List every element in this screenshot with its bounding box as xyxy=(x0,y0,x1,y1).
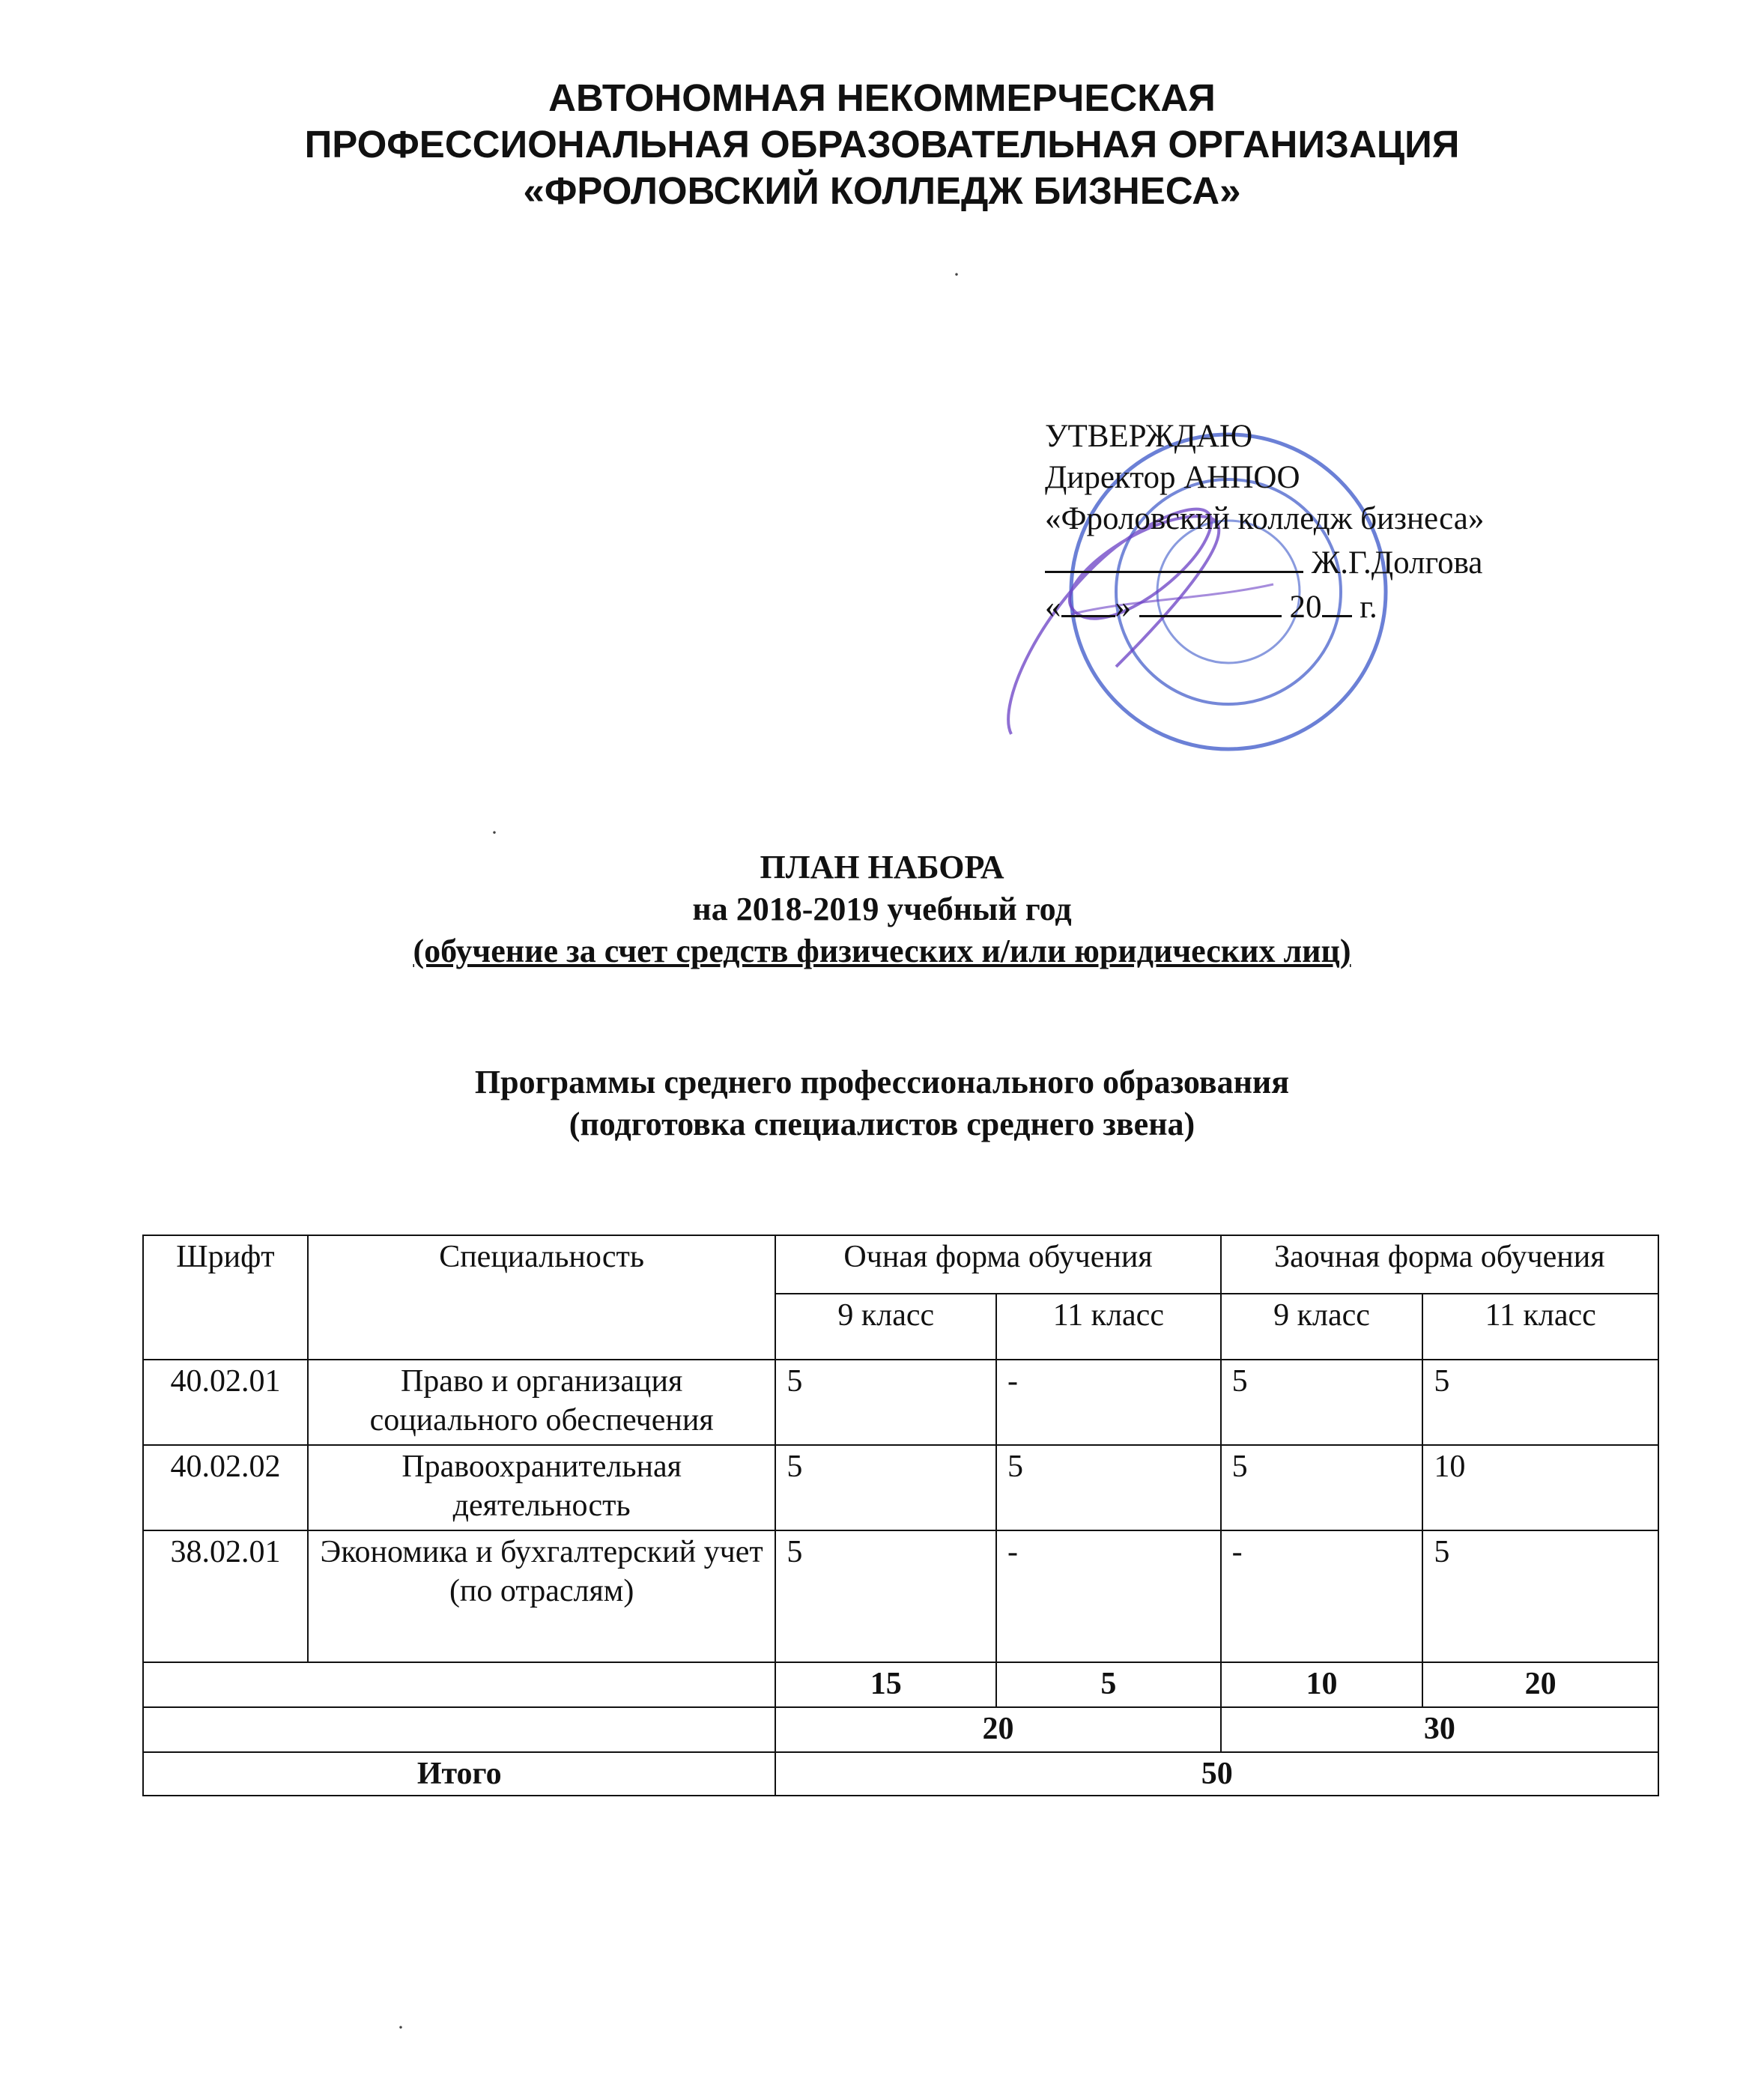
table-header-row xyxy=(143,1235,1658,1294)
header-line-2: ПРОФЕССИОНАЛЬНАЯ ОБРАЗОВАТЕЛЬНАЯ ОРГАНИЗАЦИЯ xyxy=(304,123,1460,166)
date-month-blank xyxy=(1139,584,1282,617)
cell-parttime-11: 5 xyxy=(1422,1530,1658,1662)
subtitle-line-2: (подготовка специалистов среднего звена) xyxy=(569,1106,1195,1142)
cell-fulltime-9: 5 xyxy=(775,1360,996,1445)
scan-speck: · xyxy=(491,820,498,845)
header-line-1: АВТОНОМНАЯ НЕКОММЕРЧЕСКАЯ xyxy=(548,76,1216,119)
cell-specialty: Правоохранительная деятельность xyxy=(308,1445,776,1530)
cell-specialty: Экономика и бухгалтерский учет (по отраслям) xyxy=(308,1530,776,1662)
table-row xyxy=(143,1530,1658,1662)
cell-parttime-9: 5 xyxy=(1221,1445,1423,1530)
date-quote-close: » xyxy=(1115,590,1131,625)
approve-label: УТВЕРЖДАЮ xyxy=(1045,419,1253,454)
cell-fulltime-9: 5 xyxy=(775,1445,996,1530)
subtotal-parttime-9: 10 xyxy=(1221,1662,1423,1707)
program-subtitle xyxy=(0,1061,1764,1145)
table-row xyxy=(143,1445,1658,1530)
header-fulltime: Очная форма обучения xyxy=(775,1235,1220,1294)
header-fulltime-11: 11 класс xyxy=(996,1294,1221,1360)
grand-total-label: Итого xyxy=(143,1752,775,1796)
signature-blank xyxy=(1045,539,1303,573)
cell-code: 38.02.01 xyxy=(143,1530,308,1662)
scan-speck: · xyxy=(953,262,960,287)
plan-title-line-2: на 2018-2019 учебный год xyxy=(692,891,1072,927)
plan-title xyxy=(0,846,1764,972)
cell-fulltime-11: 5 xyxy=(996,1445,1221,1530)
cell-parttime-9: - xyxy=(1221,1530,1423,1662)
subtitle-line-1: Программы среднего профессионального образования xyxy=(474,1064,1290,1100)
grand-total-value: 50 xyxy=(775,1752,1658,1796)
document-header xyxy=(0,75,1764,214)
cell-fulltime-9: 5 xyxy=(775,1530,996,1662)
approval-block xyxy=(1045,416,1569,628)
total-fulltime: 20 xyxy=(775,1707,1220,1752)
header-line-3: «ФРОЛОВСКИЙ КОЛЛЕДЖ БИЗНЕСА» xyxy=(523,169,1241,212)
date-quote-open: « xyxy=(1045,590,1061,625)
signature-line xyxy=(1045,539,1569,584)
plan-title-line-1: ПЛАН НАБОРА xyxy=(760,849,1004,885)
form-total-row xyxy=(143,1707,1658,1752)
date-year: 20 xyxy=(1289,590,1322,625)
subtotal-parttime-11: 20 xyxy=(1422,1662,1658,1707)
date-suffix: г. xyxy=(1360,590,1377,625)
date-day-blank xyxy=(1061,584,1115,617)
subtotal-row xyxy=(143,1662,1658,1707)
grand-total-row xyxy=(143,1752,1658,1796)
plan-title-line-3: (обучение за счет средств физических и/или юридических лиц) xyxy=(413,933,1351,969)
cell-fulltime-11: - xyxy=(996,1530,1221,1662)
subtotal-label-cell xyxy=(143,1662,775,1707)
header-code: Шрифт xyxy=(143,1235,308,1360)
scan-speck: · xyxy=(397,2015,404,2040)
cell-parttime-11: 5 xyxy=(1422,1360,1658,1445)
director-position: Директор АНПОО xyxy=(1045,460,1300,495)
date-line xyxy=(1045,584,1569,628)
header-parttime: Заочная форма обучения xyxy=(1221,1235,1658,1294)
subtotal-fulltime-9: 15 xyxy=(775,1662,996,1707)
form-total-label-cell xyxy=(143,1707,775,1752)
header-fulltime-9: 9 класс xyxy=(775,1294,996,1360)
subtotal-fulltime-11: 5 xyxy=(996,1662,1221,1707)
date-year-blank xyxy=(1322,584,1352,617)
total-parttime: 30 xyxy=(1221,1707,1658,1752)
cell-code: 40.02.02 xyxy=(143,1445,308,1530)
table-row xyxy=(143,1360,1658,1445)
cell-fulltime-11: - xyxy=(996,1360,1221,1445)
header-parttime-11: 11 класс xyxy=(1422,1294,1658,1360)
organization-name: «Фроловский колледж бизнеса» xyxy=(1045,501,1485,536)
cell-code: 40.02.01 xyxy=(143,1360,308,1445)
header-parttime-9: 9 класс xyxy=(1221,1294,1423,1360)
enrollment-plan-table xyxy=(142,1235,1659,1796)
cell-parttime-9: 5 xyxy=(1221,1360,1423,1445)
director-name: Ж.Г.Долгова xyxy=(1311,545,1483,581)
cell-specialty: Право и организация социального обеспечения xyxy=(308,1360,776,1445)
cell-parttime-11: 10 xyxy=(1422,1445,1658,1530)
header-specialty: Специальность xyxy=(308,1235,776,1360)
